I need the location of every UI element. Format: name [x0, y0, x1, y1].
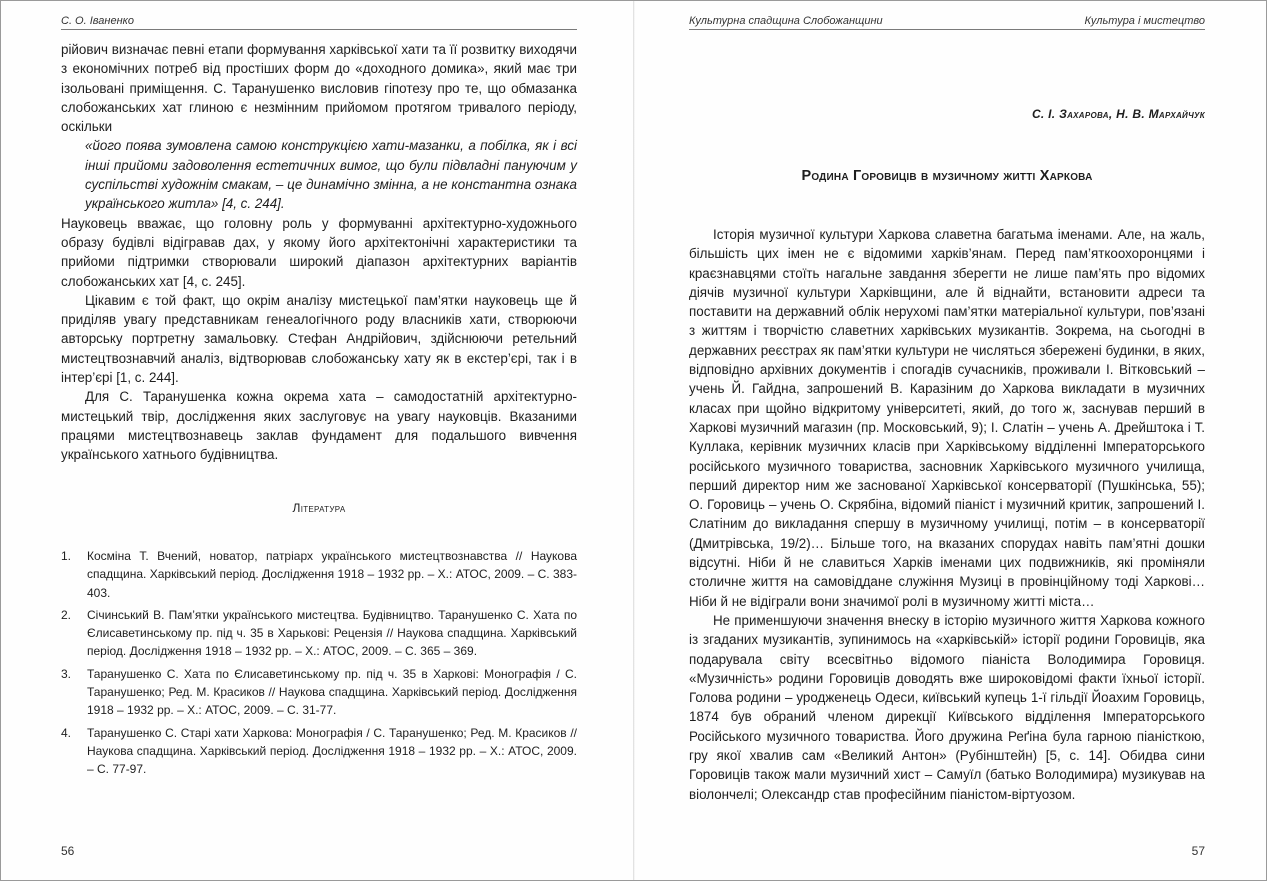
- reference-item: [61, 547, 577, 602]
- reference-text: Таранушенко С. Старі хати Харкова: Монографія / С. Таранушенко; Ред. М. Красиков // Наукова спадщина. Харківський період. Дослідження 1918 – 1932 рр. – Х.: АТОС, 2009. – С. 77-97.: [87, 725, 577, 777]
- right-running-header: [689, 15, 1205, 30]
- paragraph: Історія музичної культури Харкова славетна багатьма іменами. Але, на жаль, більшість цих імен не є відомими харків’янам. Перед пам’яткоохоронцями і краєзнавцями стоїть нагальне завдання зберегти не лише пам’ять про відомих діячів музичної культури Харківщини, але й віднайти, встановити адреси та поставити на державний облік нерухомі пам’ятки матеріальної культури, пов’язані з життям і творчістю славетних харківських музикантів. Зокрема, на сьогодні в державних реєстрах як пам’ятки культури не числяться збережені будинки, в яких, відповідно архівних документів і спогадів сучасників, проживали І. Вітковський – учень Й. Гайдна, запрошений В. Каразіним до Харкова викладати в музичних класах при щойно відкритому університеті, який, до того ж, заснував перший в Харкові музичний магазин (пр. Московський, 9); І. Слатін – учень А. Дрейштока і Т. Куллака, керівник музичних класів при Харківському відділенні Імператорського російського музичного товариства, засновник Харківського музичного училища, перший директор ним же заснованої Харківської консерваторії (Пушкінська, 55); О. Горовиць – учень О. Скрябіна, відомий піаніст і музичний критик, запрошений І. Слатіним до викладання спершу в музичному училищі, потім – в консерваторії (Дмитрівська, 19/2)… Більше того, на вказаних спорудах навіть пам’ятні дошки відсутні. Ніби й не славиться Харків іменами цих подвижників, які проміняли столичне життя на самовіддане служіння Музиці в провінційному тоді Харкові… Ніби й не відіграли вони значимої ролі в музичному житті міста…: [689, 227, 1205, 609]
- right-page-number: 57: [1191, 844, 1205, 858]
- left-body-text: [61, 40, 577, 465]
- references-list: [61, 547, 577, 783]
- block-quote: «його поява зумовлена самою конструкцією хати-мазанки, а побілка, як і всі інші прийоми задоволення естетичних вимог, що були підвладні пануючим у суспільстві художнім смакам, – це динамічно змінна, а не константна ознака українського житла» [4, с. 244].: [85, 138, 577, 212]
- reference-text: Таранушенко С. Хата по Єлисаветинському пр. під ч. 35 в Харкові: Монографія / С. Таранушенко; Ред. М. Красиков // Наукова спадщина. Харківський період. Дослідження 1918 – 1932 рр. – Х.: АТОС, 2009. – С. 31-77.: [87, 666, 577, 718]
- right-header-collection: Культурна спадщина Слобожанщини: [689, 15, 883, 27]
- left-page-number: 56: [61, 844, 75, 858]
- right-body-text: [689, 225, 1205, 804]
- reference-item: [61, 724, 577, 779]
- reference-item: [61, 665, 577, 720]
- references-heading-text: Література: [292, 501, 346, 515]
- reference-number: 1.: [61, 549, 72, 563]
- paragraph: Не применшуючи значення внеску в історію музичного життя Харкова кожного із згаданих музикантів, зупинимось на «харківській» історії родини Горовиців, яка подарувала світу всесвітньо відомого піаніста Володимира Горовиця. «Музичність» родини Горовиців доводять вже широковідомі факти їхньої історії. Голова родини – уродженець Одеси, київський купець 1-ї гільдії Йоахим Горовиць, 1874 був обраний членом дирекції Київського відділення Імператорського Російського музичного товариства. Його дружина Реґіна була гарною піаністкою, гру якої хвалив сам «Великий Антон» (Рубінштейн) [5, с. 14]. Обидва сини Горовиців також мали музичний хист – Самуїл (батько Володимира) музикував на віолончелі; Олександр став професійним піаністом-віртуозом.: [689, 612, 1205, 802]
- reference-number: 2.: [61, 607, 72, 622]
- reference-number: 4.: [61, 725, 72, 740]
- reference-text: Січинський В. Пам’ятки українського мистецтва. Будівництво. Таранушенко С. Хата по Єлисаветинському пр. під ч. 35 в Харькові: Рецензія // Наукова спадщина. Харківський період. Дослідження 1918 – 1932 рр. – Х.: АТОС, 2009. – С. 365 – 369.: [87, 607, 577, 659]
- paragraph: рійович визначає певні етапи формування харківської хати та її розвитку виходячи з економічних потреб від простіших форм до «доходного домика», який має три ізольовані приміщення. С. Таранушенко висловив гіпотезу про те, що обмазанка слобожанських хат глиною є незмінним прийомом протягом тривалого періоду, оскільки: [61, 42, 577, 135]
- reference-number: 3.: [61, 666, 72, 681]
- left-header-author: С. О. Іваненко: [61, 15, 134, 27]
- paragraph: Цікавим є той факт, що окрім аналізу мистецької пам’ятки науковець ще й приділяв увагу представникам генеалогічного роду власників хати, створюючи авторську портретну замальовку. Стефан Андрійович, здійснюючи ретельний мистецтвознавчий аналіз, відтворював слобожанську хату як в екстер’єрі, так і в інтер’єрі [1, с. 244].: [61, 292, 577, 386]
- left-running-header: [61, 15, 577, 30]
- reference-item: [61, 606, 577, 661]
- right-header-section: Культура і мистецтво: [1084, 15, 1205, 27]
- paragraph: Науковець вважає, що головну роль у формуванні архітектурно-художнього образу будівлі відігравав дах, у якому його архітектонічні характеристики та прийоми підтримки створювали широкий діапазон архітектурних варіантів слобожанських хат [4, с. 245].: [61, 215, 577, 289]
- article-title: Родина Горовиців в музичному житті Харкова: [801, 168, 1093, 184]
- reference-text: Космiна Т. Вчений, новатор, патріарх українського мистецтвознавства // Наукова спадщина. Харківський період. Дослідження 1918 – 1932 рр. – Х.: АТОС, 2009. – С. 383-403.: [87, 549, 577, 600]
- right-page: [634, 1, 1267, 880]
- references-heading: [61, 501, 577, 515]
- left-page: [1, 1, 634, 880]
- paragraph: Для С. Таранушенка кожна окрема хата – самодостатній архітектурно-мистецький твір, дослідження яких заслуговує на увагу науковців. Вказаними працями мистецтвознавець заклав фундамент для подальшого вивчення українського хатнього будівництва.: [61, 389, 577, 463]
- article-authors: С. І. Захарова, Н. В. Мархайчук: [1031, 107, 1205, 121]
